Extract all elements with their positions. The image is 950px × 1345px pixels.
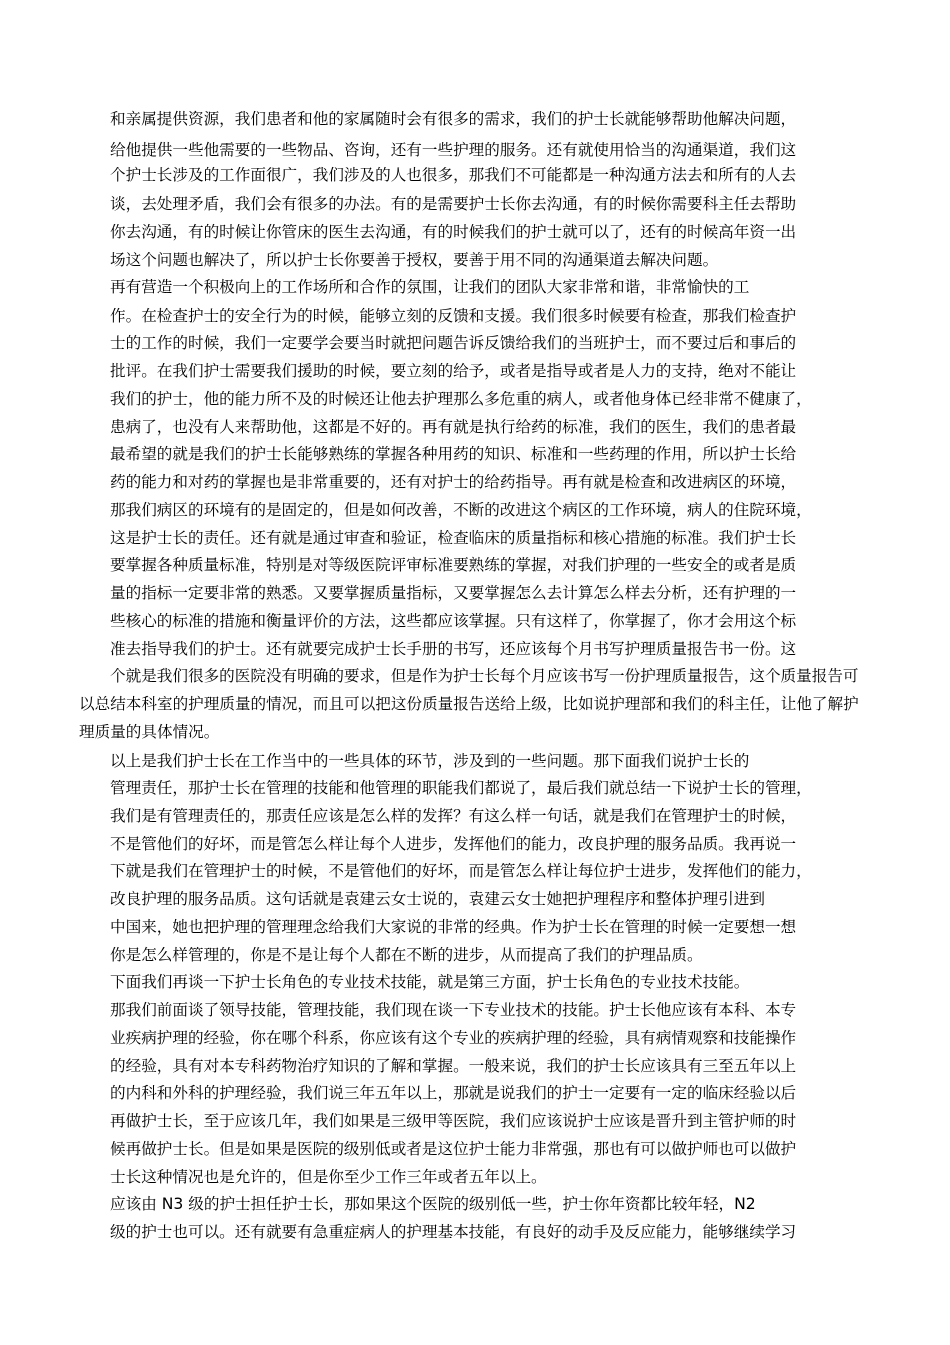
text-line: 些核心的标准的措施和衡量评价的方法，这些都应该掌握。只有这样了，你掌握了，你才会用这个标 (110, 612, 797, 630)
text-line: 以上是我们护士长在工作当中的一些具体的环节，涉及到的一些问题。那下面我们说护士长的 (110, 752, 750, 770)
text-line: 个护士长涉及的工作面很广，我们涉及的人也很多，那我们不可能都是一种沟通方法去和所有的人去 (110, 166, 797, 184)
text-line: 不是管他们的好坏，而是管怎么样让每个人进步，发挥他们的能力，改良护理的服务品质。我再说一 (110, 835, 797, 853)
text-line: 药的能力和对药的掌握也是非常重要的，还有对护士的给药指导。再有就是检查和改进病区的环境， (110, 473, 797, 491)
text-line: 管理责任，那护士长在管理的技能和他管理的职能我们都说了，最后我们就总结一下说护士长的管理， (110, 779, 812, 797)
text-line: 中国来，她也把护理的管理理念给我们大家说的非常的经典。作为护士长在管理的时候一定要想一想 (110, 918, 797, 936)
text-line: 候再做护士长。但是如果是医院的级别低或者是这位护士能力非常强，那也有可以做护师也可以做护 (110, 1140, 797, 1158)
text-line: 应该由 N3 级的护士担任护士长，那如果这个医院的级别低一些，护士你年资都比较年轻，N2 (110, 1195, 756, 1213)
text-line: 那我们前面谈了领导技能，管理技能，我们现在谈一下专业技术的技能。护士长他应该有本科、本专 (110, 1001, 797, 1019)
text-line: 改良护理的服务品质。这句话就是袁建云女士说的，袁建云女士她把护理程序和整体护理引进到 (110, 890, 765, 908)
text-line: 批评。在我们护士需要我们援助的时候，要立刻的给予，或者是指导或者是人力的支持，绝对不能让 (110, 362, 797, 380)
text-line: 准去指导我们的护士。还有就要完成护士长手册的书写，还应该每个月书写护理质量报告书一份。这 (110, 640, 797, 658)
text-line: 下面我们再谈一下护士长角色的专业技术技能，就是第三方面，护士长角色的专业技术技能。 (110, 973, 750, 991)
text-line: 级的护士也可以。还有就要有急重症病人的护理基本技能，有良好的动手及反应能力，能够继续学习 (110, 1223, 797, 1241)
text-line: 那我们病区的环境有的是固定的，但是如何改善，不断的改进这个病区的工作环境，病人的住院环境， (110, 501, 812, 519)
text-line: 个就是我们很多的医院没有明确的要求，但是作为护士长每个月应该书写一份护理质量报告，这个质量报告可 (110, 667, 859, 685)
text-line: 场这个问题也解决了，所以护士长你要善于授权，要善于用不同的沟通渠道去解决问题。 (110, 251, 719, 269)
text-line: 和亲属提供资源，我们患者和他的家属随时会有很多的需求，我们的护士长就能够帮助他解决问题， (110, 110, 797, 128)
text-line: 这是护士长的责任。还有就是通过审查和验证，检查临床的质量指标和核心措施的标准。我们护士长 (110, 529, 797, 547)
text-line: 你去沟通，有的时候让你管床的医生去沟通，有的时候我们的护士就可以了，还有的时候高年资一出 (110, 223, 797, 241)
text-line: 患病了，也没有人来帮助他，这都是不好的。再有就是执行给药的标准，我们的医生，我们的患者最 (110, 418, 797, 436)
text-line: 谈，去处理矛盾，我们会有很多的办法。有的是需要护士长你去沟通，有的时候你需要科主任去帮助 (110, 195, 797, 213)
text-line: 以总结本科室的护理质量的情况，而且可以把这份质量报告送给上级，比如说护理部和我们的科主任，让他了解护 (79, 695, 859, 713)
text-line: 最希望的就是我们的护士长能够熟练的掌握各种用药的知识、标准和一些药理的作用，所以护士长给 (110, 445, 797, 463)
text-line: 的经验，具有对本专科药物治疗知识的了解和掌握。一般来说，我们的护士长应该具有三至五年以上 (110, 1057, 797, 1075)
text-line: 下就是我们在管理护士的时候，不是管他们的好坏，而是管怎么样让每位护士进步，发挥他们的能力， (110, 862, 812, 880)
text-line: 你是怎么样管理的，你是不是让每个人都在不断的进步，从而提高了我们的护理品质。 (110, 946, 703, 964)
text-line: 再做护士长，至于应该几年，我们如果是三级甲等医院，我们应该说护士应该是晋升到主管护师的时 (110, 1112, 797, 1130)
text-line: 的内科和外科的护理经验，我们说三年五年以上，那就是说我们的护士一定要有一定的临床经验以后 (110, 1084, 797, 1102)
text-line: 士长这种情况也是允许的，但是你至少工作三年或者五年以上。 (110, 1168, 547, 1186)
text-line: 作。在检查护士的安全行为的时候，能够立刻的反馈和支援。我们很多时候要有检查，那我们检查护 (110, 307, 797, 325)
text-line: 量的指标一定要非常的熟悉。又要掌握质量指标，又要掌握怎么去计算怎么样去分析，还有护理的一 (110, 584, 797, 602)
text-line: 要掌握各种质量标准，特别是对等级医院评审标准要熟练的掌握，对我们护理的一些安全的或者是质 (110, 556, 797, 574)
text-line: 我们是有管理责任的，那责任应该是怎么样的发挥？有这么样一句话，就是我们在管理护士的时候， (110, 807, 797, 825)
text-line: 再有营造一个积极向上的工作场所和合作的氛围，让我们的团队大家非常和谐，非常愉快的工 (110, 278, 750, 296)
text-line: 士的工作的时候，我们一定要学会要当时就把问题告诉反馈给我们的当班护士，而不要过后和事后的 (110, 334, 797, 352)
text-line: 业疾病护理的经验，你在哪个科系，你应该有这个专业的疾病护理的经验，具有病情观察和技能操作 (110, 1029, 797, 1047)
text-line: 给他提供一些他需要的一些物品、咨询，还有一些护理的服务。还有就使用恰当的沟通渠道，我们这 (110, 141, 797, 159)
text-line: 我们的护士，他的能力所不及的时候还让他去护理那么多危重的病人，或者他身体已经非常不健康了， (110, 390, 812, 408)
text-line: 理质量的具体情况。 (79, 723, 220, 741)
